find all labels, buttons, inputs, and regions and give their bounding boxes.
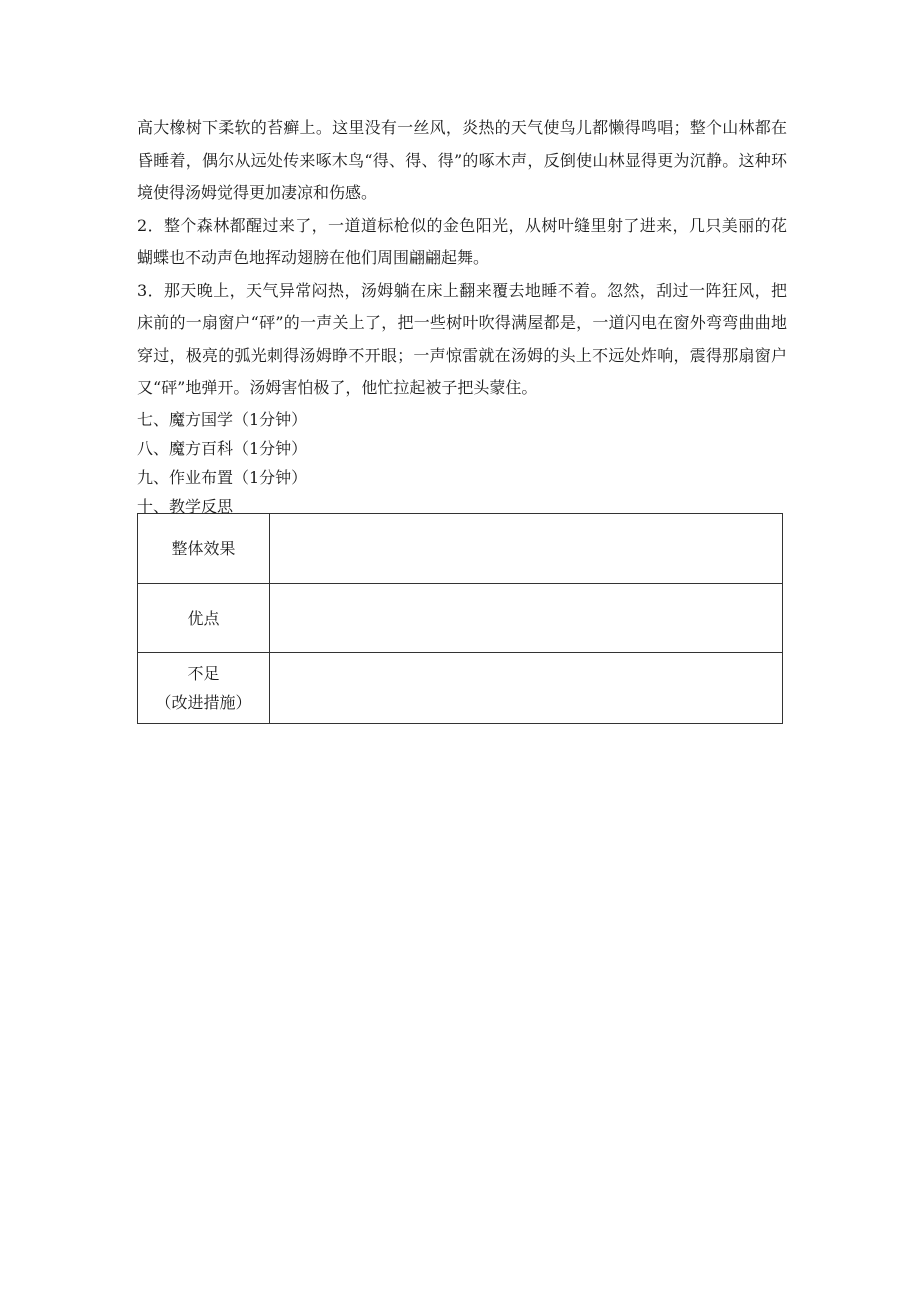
- row-label-shortcomings: [138, 653, 270, 724]
- reflection-table: [137, 513, 783, 724]
- section-heading-10: 十、教学反思: [137, 496, 234, 516]
- row-value-strengths: [270, 584, 783, 653]
- row-label-overall: 整体效果: [138, 514, 270, 584]
- table-row: [138, 653, 783, 724]
- table-row: [138, 584, 783, 653]
- section-heading-9: 九、作业布置（1分钟）: [137, 467, 308, 487]
- list-item-2: 2．整个森林都醒过来了，一道道标枪似的金色阳光，从树叶缝里射了进来，几只美丽的花蝴蝶也不动声色地挥动翅膀在他们周围翩翩起舞。: [137, 215, 787, 267]
- row-value-overall: [270, 514, 783, 584]
- document-page: [137, 112, 787, 521]
- row-label-shortcomings-line1: 不足: [187, 664, 220, 683]
- table-row: [138, 514, 783, 584]
- section-heading-7: 七、魔方国学（1分钟）: [137, 409, 308, 429]
- list-item-3: 3．那天晚上，天气异常闷热，汤姆躺在床上翻来覆去地睡不着。忽然，刮过一阵狂风，把床前的一扇窗户“砰”的一声关上了，把一些树叶吹得满屋都是，一道闪电在窗外弯弯曲曲地穿过，极亮的弧光刺得汤姆睁不开眼；一声惊雷就在汤姆的头上不远处炸响，震得那扇窗户又“砰”地弹开。汤姆害怕极了，他忙拉起被子把头蒙住。: [137, 280, 787, 397]
- row-label-strengths: 优点: [138, 584, 270, 653]
- row-label-shortcomings-line2: （改进措施）: [155, 693, 252, 712]
- row-value-shortcomings: [270, 653, 783, 724]
- paragraph-continuation: 高大橡树下柔软的苔癣上。这里没有一丝风，炎热的天气使鸟儿都懒得鸣唱；整个山林都在昏睡着，偶尔从远处传来啄木鸟“得、得、得”的啄木声，反倒使山林显得更为沉静。这种环境使得汤姆觉得更加凄凉和伤感。: [137, 118, 787, 202]
- section-heading-8: 八、魔方百科（1分钟）: [137, 438, 308, 458]
